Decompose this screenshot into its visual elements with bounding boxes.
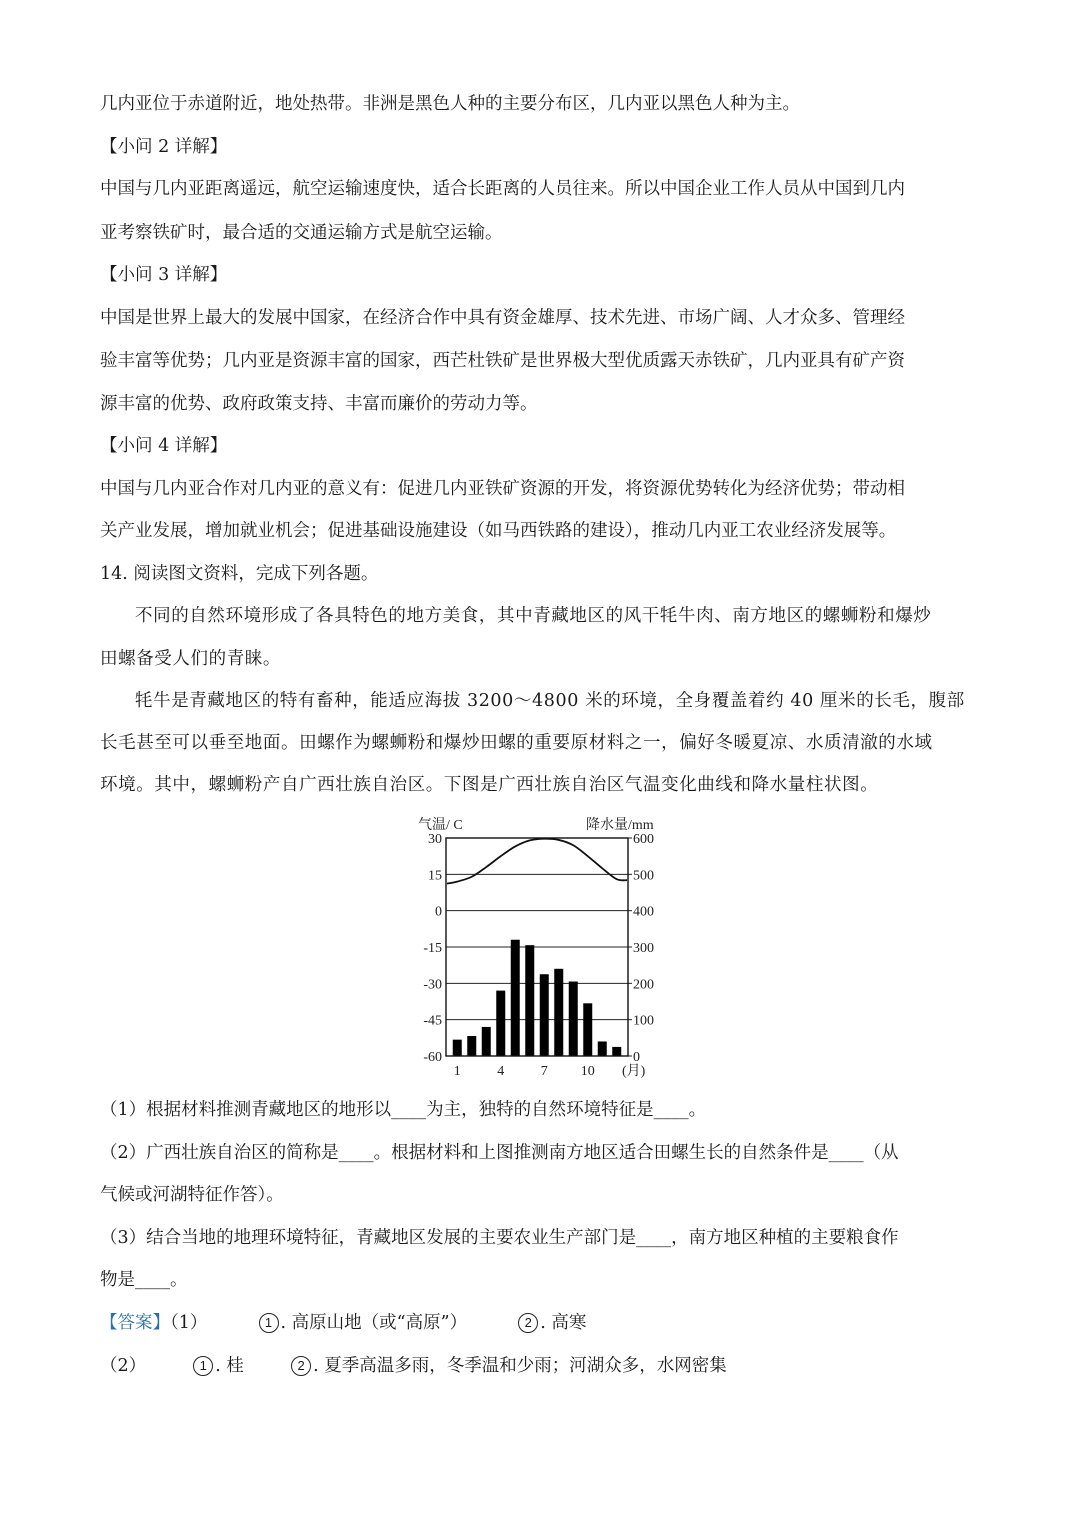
left-tick-label: -45 [423, 1013, 442, 1029]
section-heading: 【小问 3 详解】 [100, 265, 228, 285]
question-number: 14. 阅读图文资料，完成下列各题。 [100, 564, 379, 584]
section-heading: 【小问 2 详解】 [100, 137, 228, 157]
left-axis-label: 气温/ C [418, 818, 463, 833]
sub-question-2-cont: 气候或河湖特征作答）。 [100, 1185, 284, 1205]
left-tick-label: -60 [423, 1050, 442, 1065]
text-line: 关产业发展，增加就业机会；促进基础设施建设（如马西铁路的建设），推动几内亚工农业经济发展等。 [100, 521, 897, 541]
answer-text: . 夏季高温多雨，冬季温和少雨；河湖众多，水网密集 [313, 1356, 727, 1376]
left-tick-label: -30 [423, 977, 442, 993]
right-tick-label: 400 [633, 904, 654, 920]
material-line: 不同的自然环境形成了各具特色的地方美食，其中青藏地区的风干牦牛肉、南方地区的螺蛳粉和爆炒 [135, 606, 932, 626]
section-heading: 【小问 4 详解】 [100, 436, 228, 456]
right-tick-label: 100 [633, 1013, 654, 1029]
precipitation-bar [482, 1027, 491, 1056]
x-unit-label: (月) [622, 1064, 646, 1079]
answer-part-number: （1） [170, 1313, 208, 1333]
precipitation-bar [525, 945, 534, 1056]
x-tick-label: 4 [497, 1064, 505, 1079]
text-line: 几内亚位于赤道附近，地处热带。非洲是黑色人种的主要分布区，几内亚以黑色人种为主。 [100, 94, 800, 114]
left-tick-label: 30 [428, 832, 442, 847]
x-tick-label: 10 [580, 1064, 595, 1079]
sub-question-1: （1）根据材料推测青藏地区的地形以____为主，独特的自然环境特征是____。 [100, 1100, 707, 1120]
answer-text: . 高原山地（或“高原”） [280, 1313, 468, 1333]
sub-question-3: （3）结合当地的地理环境特征，青藏地区发展的主要农业生产部门是____，南方地区种植的主要粮食作 [100, 1228, 899, 1248]
precipitation-bar [511, 940, 520, 1056]
precipitation-bar [583, 1003, 592, 1056]
precipitation-bar [540, 974, 549, 1056]
sub-question-3-cont: 物是____。 [100, 1270, 188, 1290]
text-line: 中国与几内亚距离遥远，航空运输速度快，适合长距离的人员往来。所以中国企业工作人员从中国到几内 [100, 179, 905, 199]
right-tick-label: 0 [633, 1050, 640, 1065]
left-tick-label: -15 [423, 941, 442, 956]
material-line: 田螺备受人们的青睐。 [100, 649, 281, 669]
answer-line-2 [100, 1355, 980, 1377]
text-line: 中国与几内亚合作对几内亚的意义有：促进几内亚铁矿资源的开发，将资源优势转化为经济优势；带动相 [100, 479, 905, 499]
answer-label: 【答案】 [100, 1313, 170, 1333]
precipitation-bar [569, 982, 578, 1056]
text-line: 中国是世界上最大的发展中国家，在经济合作中具有资金雄厚、技术先进、市场广阔、人才众多、管理经 [100, 308, 905, 328]
answer-text: . 高寒 [540, 1313, 587, 1333]
precipitation-bar [598, 1041, 607, 1056]
right-axis-label: 降水量/mm [586, 818, 654, 833]
precipitation-bar [612, 1047, 621, 1056]
right-tick-label: 600 [633, 832, 654, 847]
x-tick-label: 7 [540, 1064, 548, 1079]
circled-number: 2 [291, 1356, 311, 1376]
text-line: 源丰富的优势、政府政策支持、丰富而廉价的劳动力等。 [100, 394, 538, 414]
precipitation-bar [554, 969, 563, 1056]
answer-line-1 [100, 1312, 980, 1334]
text-line: 亚考察铁矿时，最合适的交通运输方式是航空运输。 [100, 223, 503, 243]
right-tick-label: 500 [633, 868, 654, 884]
right-tick-label: 200 [633, 977, 654, 993]
x-tick-label: 1 [453, 1064, 461, 1079]
answer-part-number: （2） [100, 1356, 147, 1376]
left-tick-label: 15 [428, 868, 442, 884]
precipitation-bar [496, 991, 505, 1056]
answer-text: . 桂 [215, 1356, 244, 1376]
material-line: 环境。其中，螺蛳粉产自广西壮族自治区。下图是广西壮族自治区气温变化曲线和降水量柱状图。 [100, 775, 879, 795]
right-tick-label: 300 [633, 941, 654, 956]
text-line: 验丰富等优势；几内亚是资源丰富的国家，西芒杜铁矿是世界极大型优质露天赤铁矿，几内亚具有矿产资 [100, 351, 905, 371]
material-line: 长毛甚至可以垂至地面。田螺作为螺蛳粉和爆炒田螺的重要原材料之一，偏好冬暖夏凉、水质清澈的水域 [100, 733, 933, 753]
circled-number: 2 [518, 1313, 538, 1333]
left-tick-label: 0 [435, 904, 442, 920]
material-line: 牦牛是青藏地区的特有畜种，能适应海拔 3200～4800 米的环境，全身覆盖着约 40 厘米的长毛，腹部 [135, 691, 965, 711]
circled-number: 1 [193, 1356, 213, 1376]
sub-question-2: （2）广西壮族自治区的简称是____。根据材料和上图推测南方地区适合田螺生长的自然条件是____（从 [100, 1143, 899, 1163]
precipitation-bar [453, 1040, 462, 1056]
temperature-curve [447, 839, 627, 884]
circled-number: 1 [259, 1313, 279, 1333]
precipitation-bar [467, 1036, 476, 1056]
